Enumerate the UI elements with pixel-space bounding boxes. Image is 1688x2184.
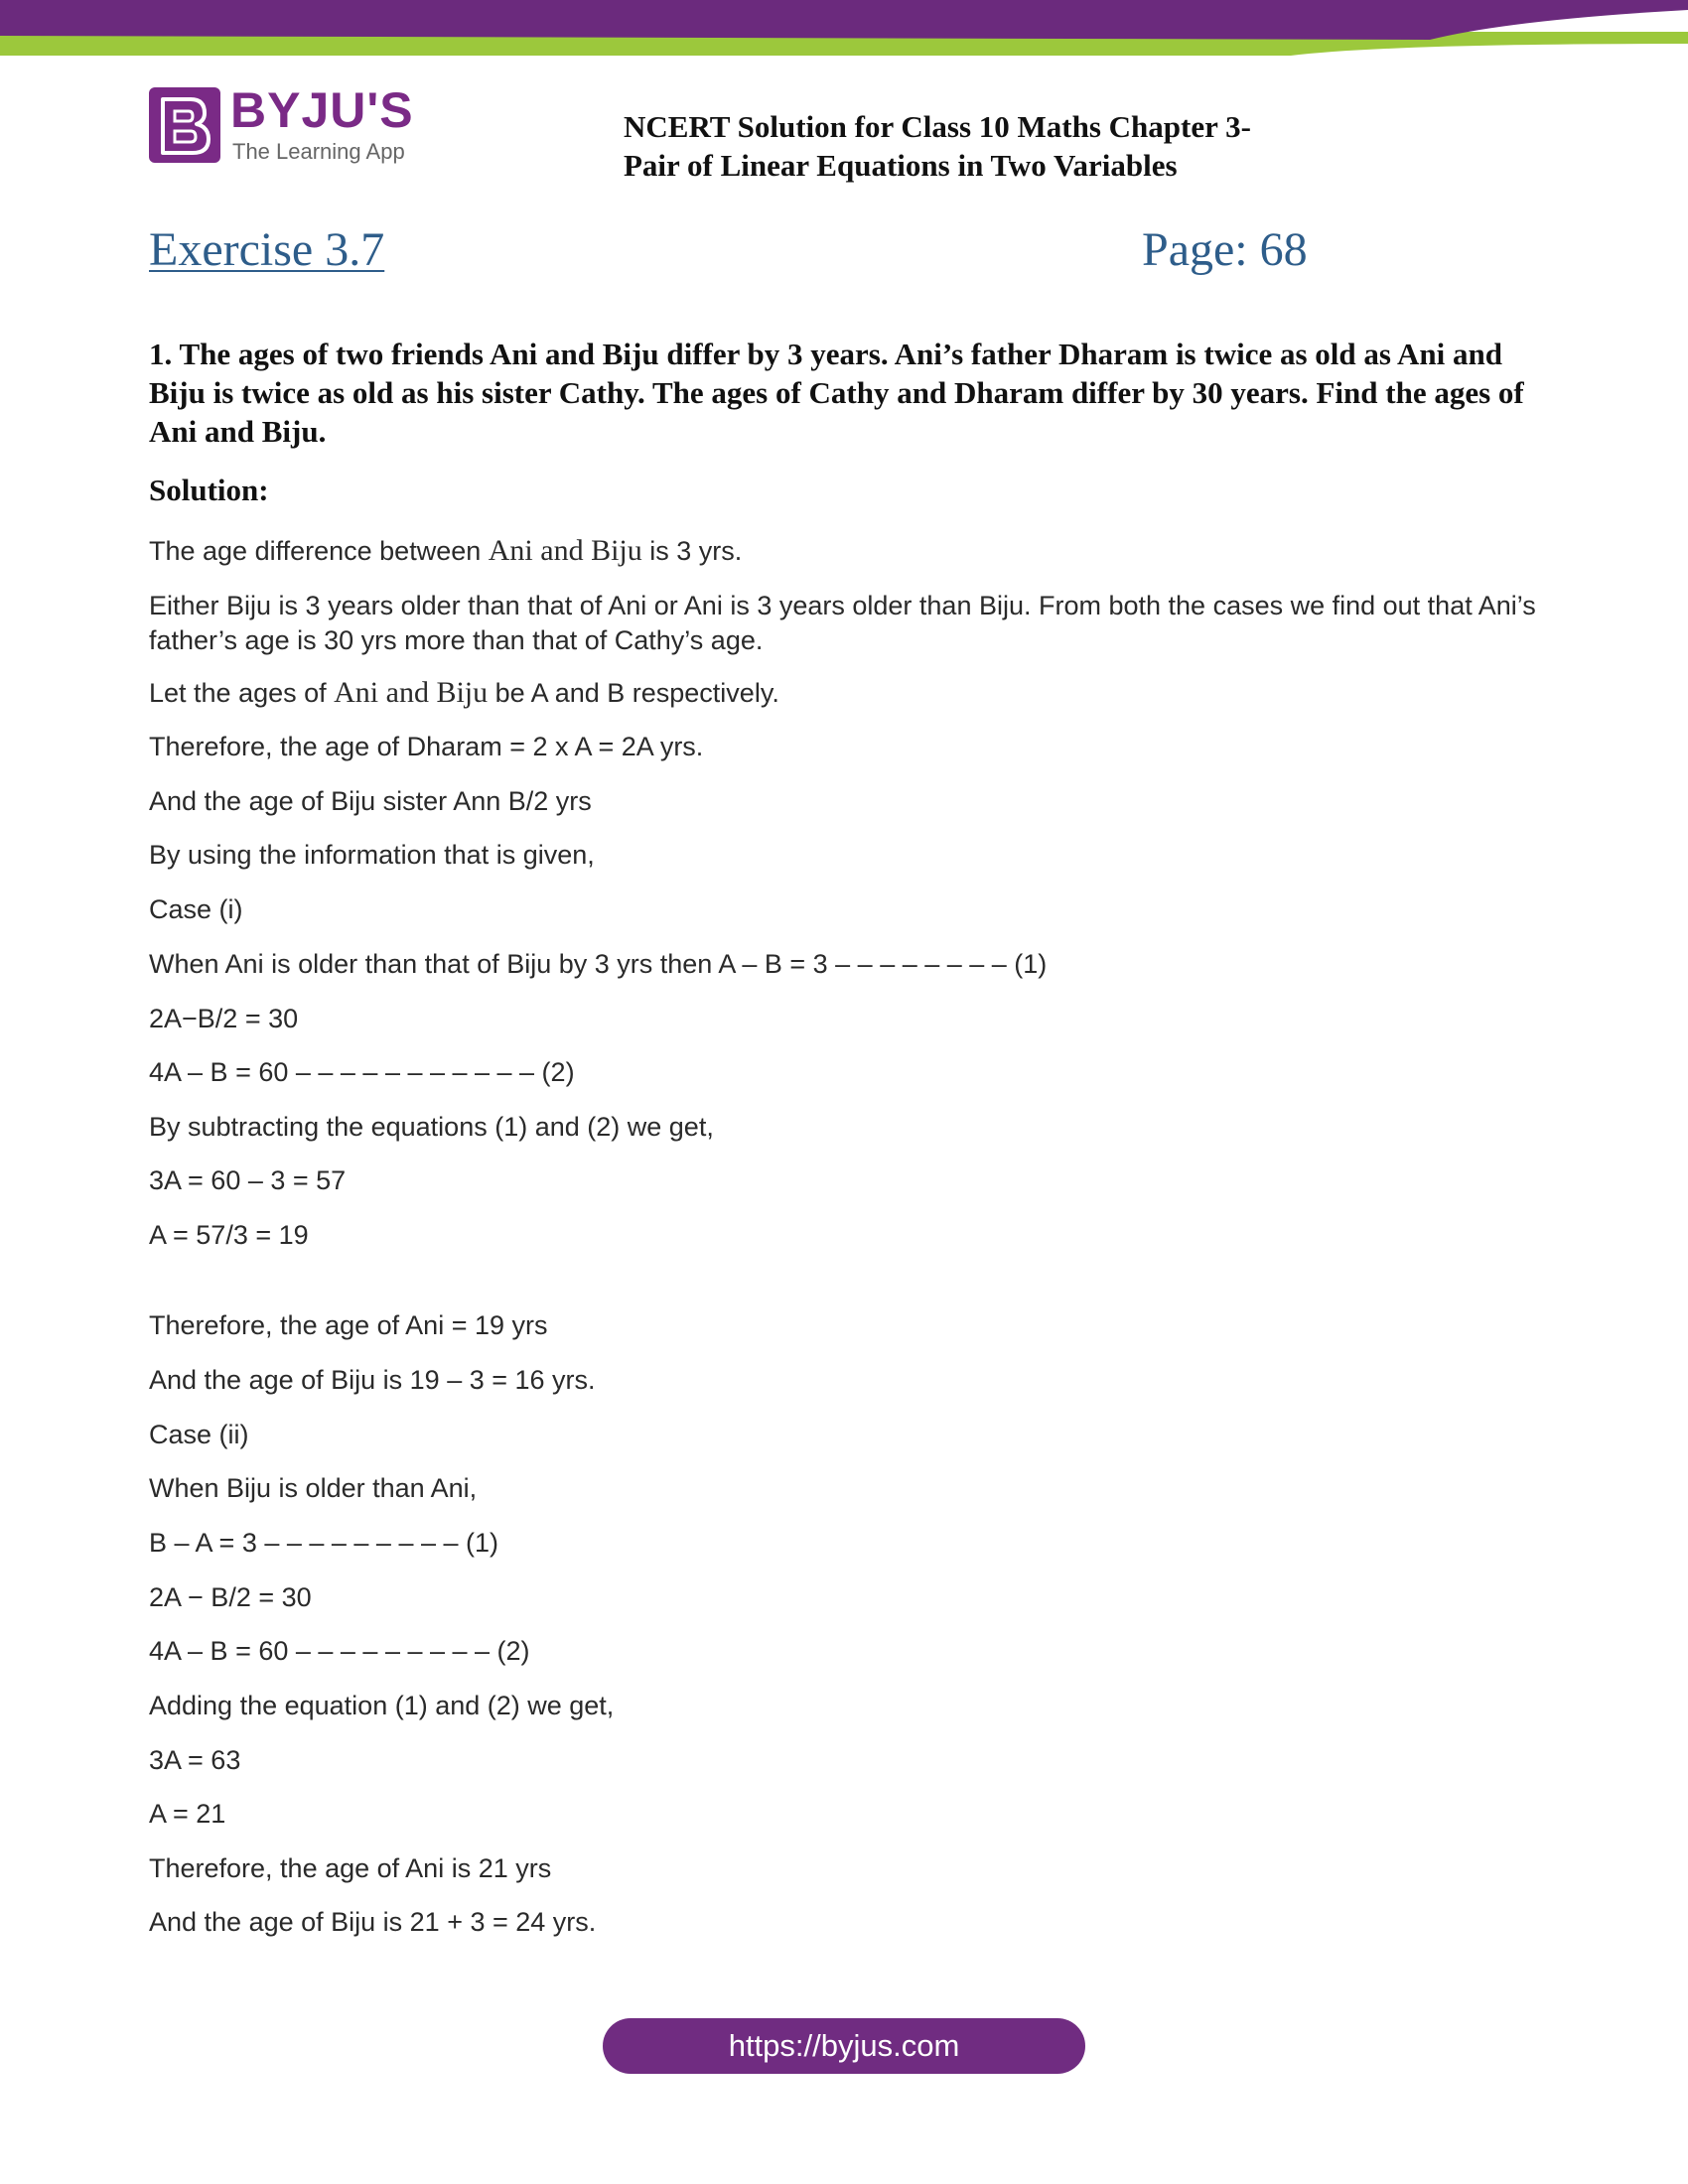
solution-line: And the age of Biju is 19 – 3 = 16 yrs. (149, 1365, 596, 1395)
solution-line: When Biju is older than Ani, (149, 1473, 478, 1503)
solution-line: And the age of Biju is 21 + 3 = 24 yrs. (149, 1907, 597, 1937)
solution-line: 2A − B/2 = 30 (149, 1582, 312, 1612)
brand-name: BYJU'S (230, 82, 414, 138)
solution-line (149, 675, 1539, 711)
solution-line: Case (ii) (149, 1420, 249, 1449)
document-title (624, 107, 1418, 185)
text-segment: Ani and Biju (334, 676, 489, 709)
header-bar (0, 0, 1688, 60)
solution-line: 3A = 60 – 3 = 57 (149, 1165, 347, 1195)
solution-line: 2A−B/2 = 30 (149, 1004, 299, 1033)
solution-line: Adding the equation (1) and (2) we get, (149, 1691, 615, 1720)
brand-tagline: The Learning App (232, 139, 405, 164)
byjus-logo (149, 82, 417, 167)
solution-line: Therefore, the age of Ani is 21 yrs (149, 1853, 552, 1883)
logo-b-icon (149, 87, 220, 163)
page-number: Page: 68 (1142, 223, 1308, 276)
solution-line: When Ani is older than that of Biju by 3 yrs then A – B = 3 – – – – – – – – (1) (149, 949, 1048, 979)
footer-url-link[interactable]: https://byjus.com (603, 2018, 1085, 2074)
text-segment: The age difference between (149, 536, 489, 566)
exercise-title: Exercise 3.7 (149, 223, 385, 276)
solution-line: 4A – B = 60 – – – – – – – – – (2) (149, 1636, 530, 1666)
solution-line (149, 533, 1539, 569)
text-segment: Let the ages of (149, 678, 335, 708)
solution-line: A = 21 (149, 1799, 226, 1829)
document-title-line2: Pair of Linear Equations in Two Variables (624, 148, 1178, 183)
solution-line: And the age of Biju sister Ann B/2 yrs (149, 786, 592, 816)
solution-line: 3A = 63 (149, 1745, 241, 1775)
solution-heading: Solution: (149, 473, 269, 507)
solution-line: Therefore, the age of Dharam = 2 x A = 2A yrs. (149, 732, 704, 761)
document-title-line1: NCERT Solution for Class 10 Maths Chapter 3- (624, 109, 1251, 144)
solution-line: By using the information that is given, (149, 840, 595, 870)
solution-line: Case (i) (149, 894, 243, 924)
solution-line: B – A = 3 – – – – – – – – – (1) (149, 1528, 499, 1558)
text-segment: is 3 yrs. (641, 536, 743, 566)
solution-line: Either Biju is 3 years older than that of Ani or Ani is 3 years older than Biju. From both the cases we find out that Ani’s father’s age is 30 yrs more than that of Cathy’s age. (149, 591, 1544, 655)
question-text: 1. The ages of two friends Ani and Biju differ by 3 years. Ani’s father Dharam is twice as old as Ani and Biju is twice as old as his sister Cathy. The ages of Cathy and Dharam differ by 30 years. Find the ages of Ani and Biju. (149, 337, 1524, 449)
solution-line: A = 57/3 = 19 (149, 1220, 309, 1250)
text-segment: be A and B respectively. (488, 678, 779, 708)
solution-line: By subtracting the equations (1) and (2) we get, (149, 1112, 714, 1142)
solution-line: Therefore, the age of Ani = 19 yrs (149, 1310, 548, 1340)
solution-line: 4A – B = 60 – – – – – – – – – – – (2) (149, 1057, 575, 1087)
text-segment: Ani and Biju (488, 534, 642, 567)
